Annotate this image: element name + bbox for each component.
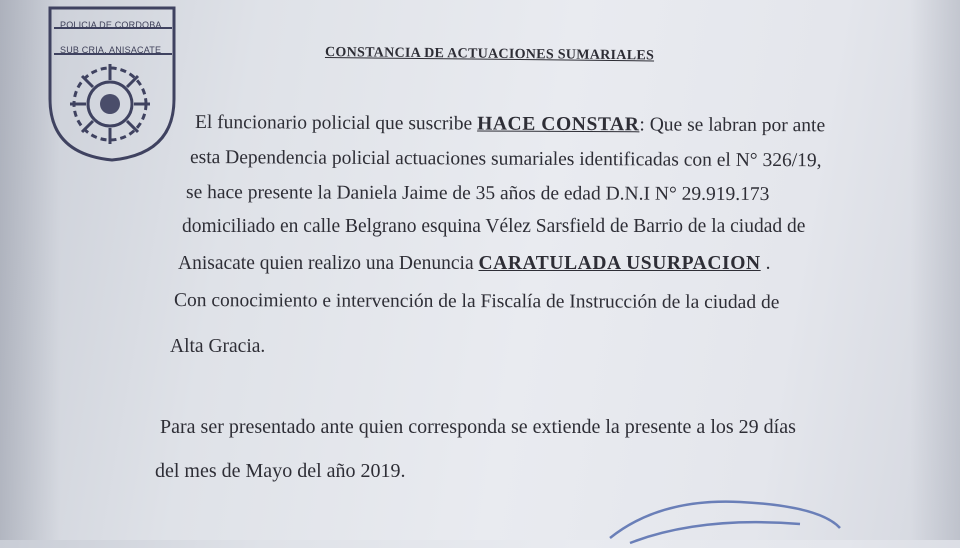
line-text: Anisacate quien realizo una Denuncia — [178, 253, 479, 274]
paragraph-1-line-4: domiciliado en calle Belgrano esquina Vélez Sarsfield de Barrio de la ciudad de — [182, 216, 806, 237]
paragraph-1-line-5 — [178, 253, 770, 275]
paragraph-1-line-2: esta Dependencia policial actuaciones sumariales identificadas con el N° 326/19, — [189, 147, 822, 172]
paragraph-1-line-7: Alta Gracia. — [170, 336, 266, 357]
seal-line-1: POLICIA DE CORDOBA — [60, 20, 162, 30]
hace-constar-emphasis: HACE CONSTAR — [477, 113, 640, 136]
line-text: El funcionario policial que suscribe — [194, 112, 478, 135]
handwritten-signature-icon — [600, 488, 860, 548]
line-text: : Que se labran por ante — [639, 114, 826, 137]
paragraph-1-line-6: Con conocimiento e intervención de la Fiscalía de Instrucción de la ciudad de — [173, 290, 780, 314]
caratulada-emphasis: CARATULADA USURPACION — [478, 253, 761, 274]
page-shadow-right — [910, 0, 960, 540]
paragraph-1-line-1 — [195, 112, 825, 137]
paragraph-2-line-1: Para ser presentado ante quien corresponda se extiende la presente a los 29 días — [160, 416, 796, 438]
document-title: CONSTANCIA DE ACTUACIONES SUMARIALES — [324, 45, 655, 64]
seal-line-2: SUB CRIA. ANISACATE — [60, 45, 162, 55]
police-seal-stamp — [40, 4, 180, 164]
paragraph-2-line-2: del mes de Mayo del año 2019. — [155, 460, 406, 482]
paragraph-1-line-3: se hace presente la Daniela Jaime de 35 años de edad D.N.I N° 29.919.173 — [185, 182, 770, 206]
line-text: . — [760, 253, 771, 274]
